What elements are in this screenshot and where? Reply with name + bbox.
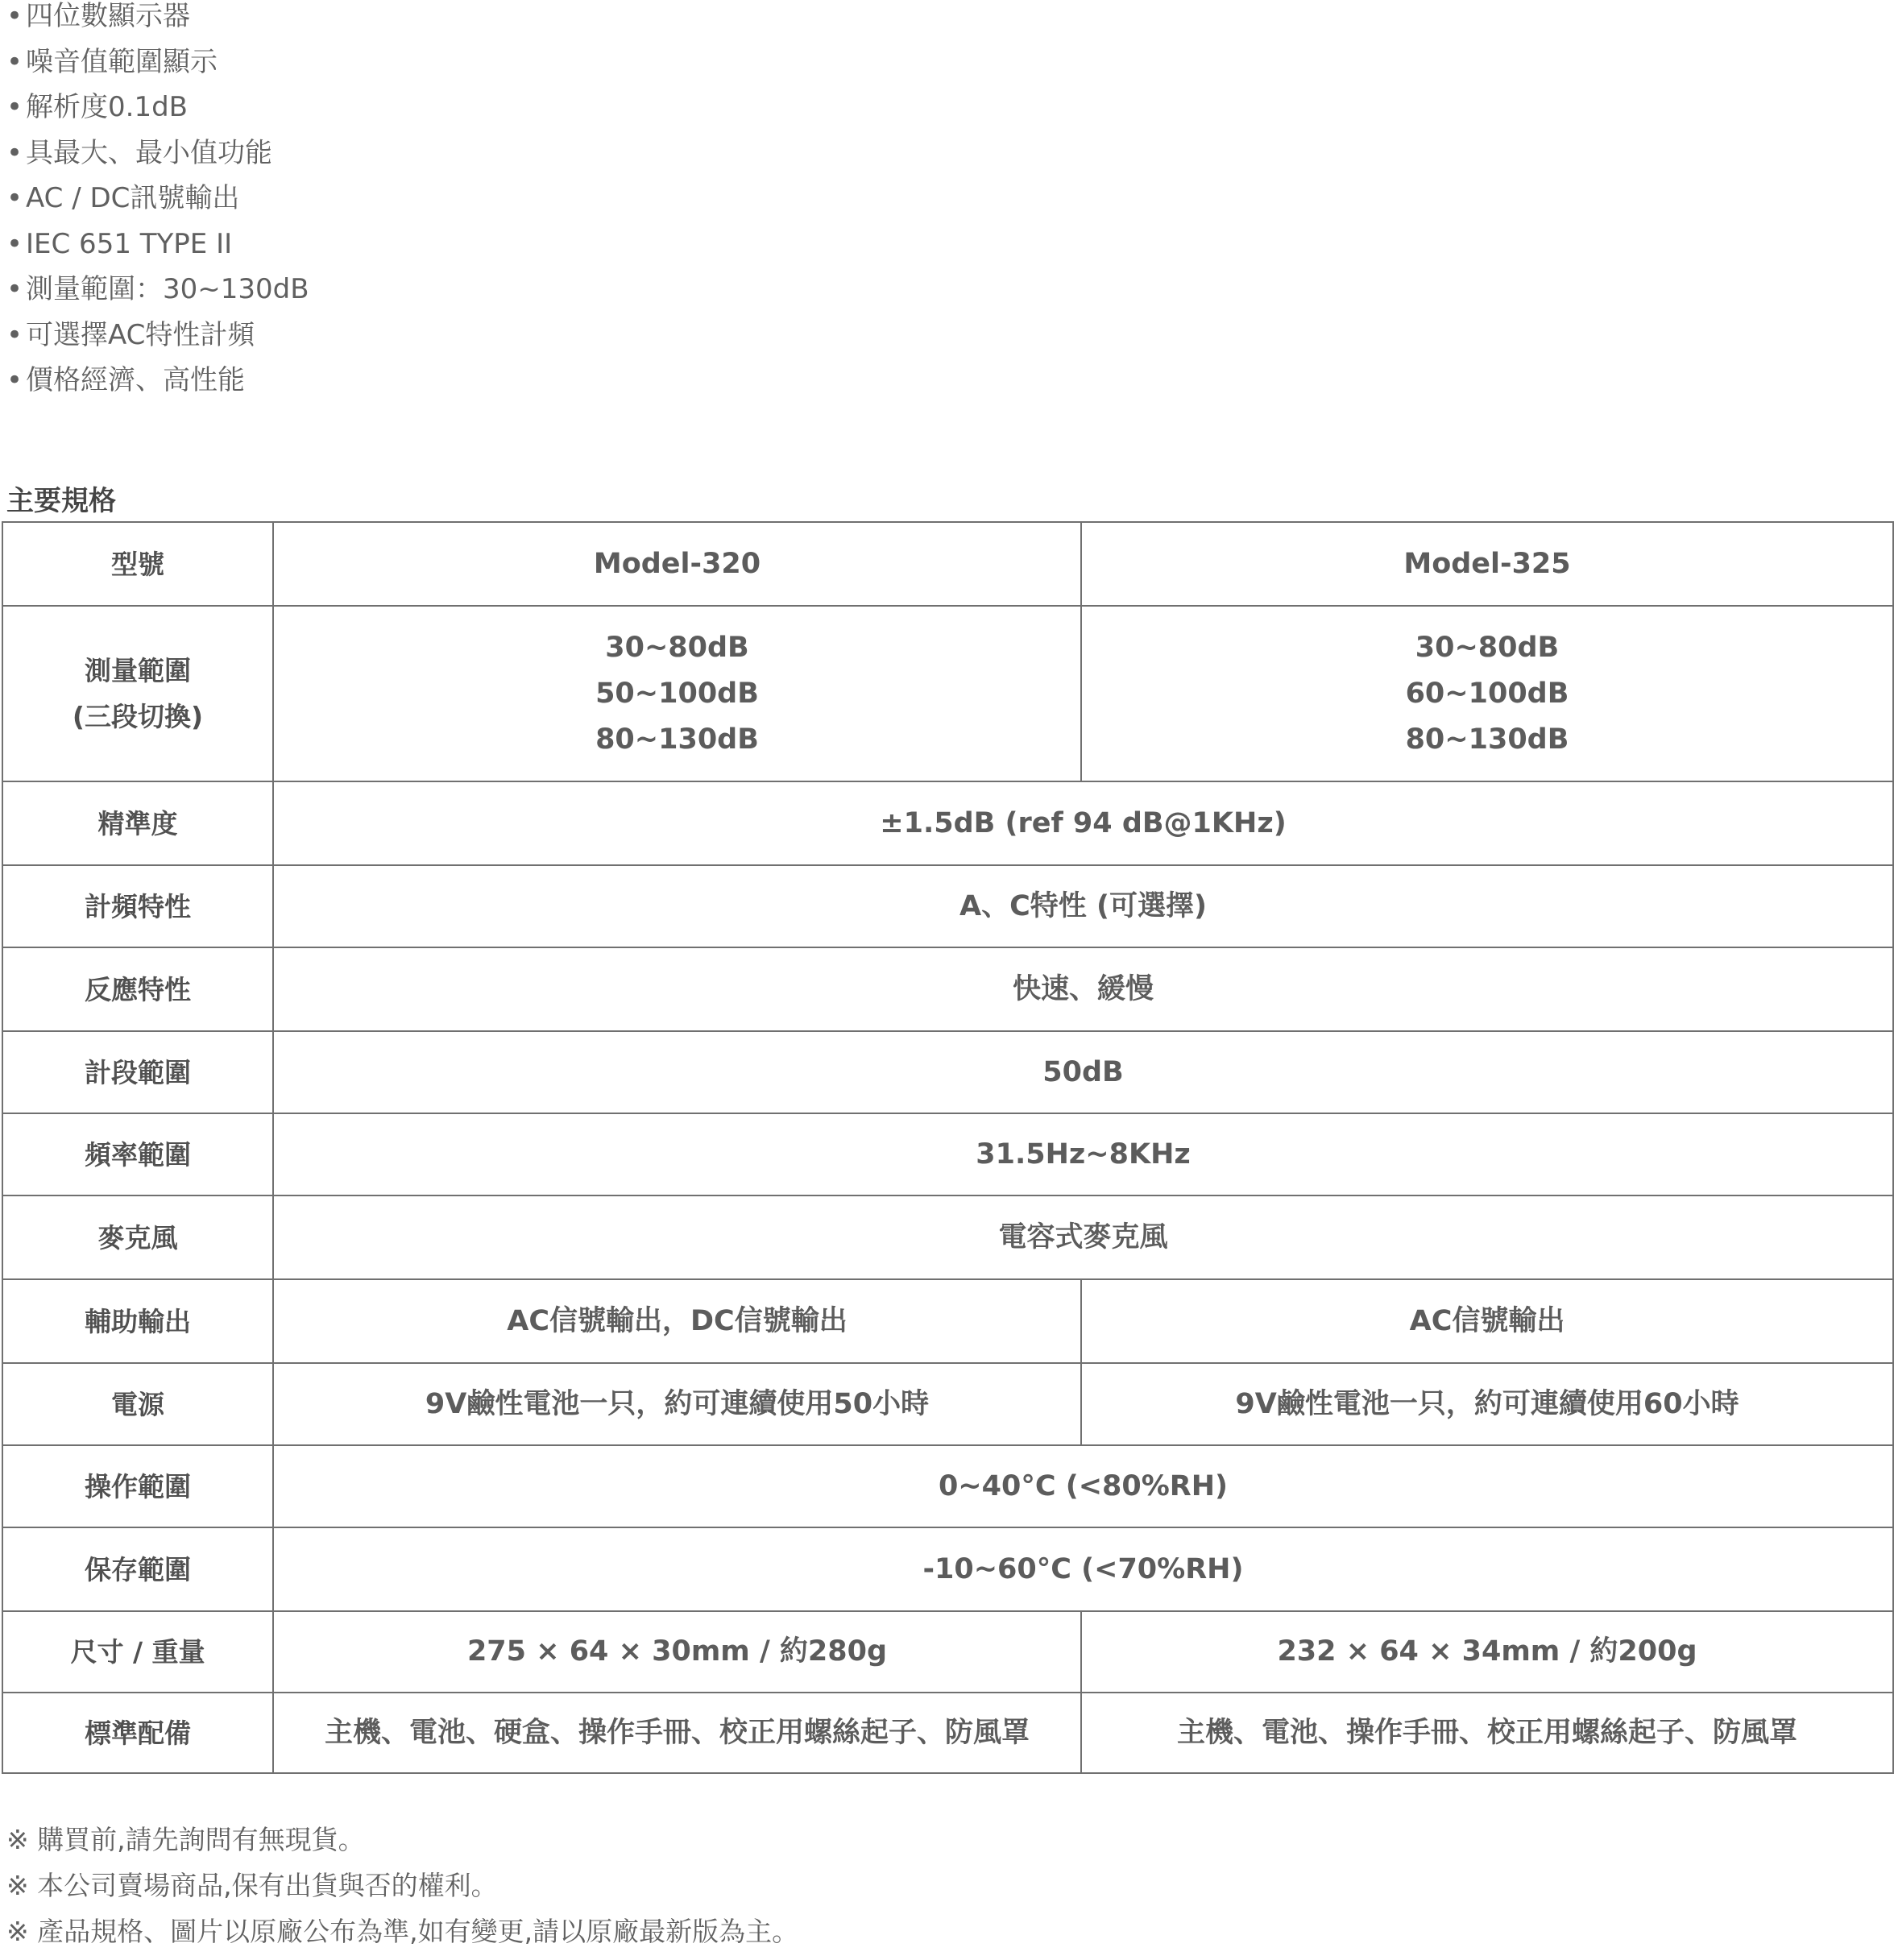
table-row-range: [2, 606, 1893, 781]
feature-item: [6, 364, 309, 410]
label-size-weight: 尺寸 / 重量: [2, 1611, 273, 1693]
feature-item: [6, 137, 309, 183]
accuracy-value: ±1.5dB (ref 94 dB@1KHz): [273, 781, 1893, 865]
feature-text: 具最大、最小值功能: [26, 136, 272, 169]
accessories-320: 主機、電池、硬盒、操作手冊、校正用螺絲起子、防風罩: [273, 1693, 1081, 1773]
feature-text: 價格經濟、高性能: [26, 364, 245, 396]
model-325-header: Model-325: [1081, 522, 1893, 606]
storage-value: -10~60°C (<70%RH): [273, 1527, 1893, 1611]
feature-item: [6, 91, 309, 137]
notes-list: [6, 1822, 798, 1960]
table-row-model: [2, 522, 1893, 606]
power-320: 9V鹼性電池一只，約可連續使用50小時: [273, 1363, 1081, 1445]
size-weight-325: 232 × 64 × 34mm / 約200g: [1081, 1611, 1893, 1693]
feature-text: IEC 651 TYPE II: [26, 227, 233, 260]
note-item: ※ 產品規格、圖片以原廠公布為準,如有變更,請以原廠最新版為主。: [6, 1916, 799, 1947]
table-row-accessories: [2, 1693, 1893, 1773]
table-row-accuracy: [2, 781, 1893, 865]
feature-list: [6, 0, 309, 410]
range-325: [1081, 606, 1893, 781]
feature-text: 測量範圍：30~130dB: [26, 273, 309, 305]
bullet-icon: •: [6, 136, 23, 169]
bullet-icon: •: [6, 91, 23, 123]
label-power: 電源: [2, 1363, 273, 1445]
range-320: [273, 606, 1081, 781]
note-item: ※ 購買前,請先詢問有無現貨。: [6, 1824, 365, 1855]
table-row-response: [2, 947, 1893, 1031]
bullet-icon: •: [6, 227, 23, 260]
operating-value: 0~40°C (<80%RH): [273, 1445, 1893, 1527]
accessories-325: 主機、電池、操作手冊、校正用螺絲起子、防風罩: [1081, 1693, 1893, 1773]
aux-output-320: AC信號輸出，DC信號輸出: [273, 1279, 1081, 1363]
section-title: 主要規格: [6, 485, 116, 517]
feature-item: [6, 319, 309, 365]
label-accessories: 標準配備: [2, 1693, 273, 1773]
bullet-icon: •: [6, 45, 23, 78]
label-frequency: 頻率範圍: [2, 1113, 273, 1195]
bullet-icon: •: [6, 273, 23, 305]
table-row-aux-output: [2, 1279, 1893, 1363]
label-range-line2: (三段切換): [72, 701, 204, 732]
feature-text: 可選擇AC特性計頻: [26, 318, 255, 351]
label-operating: 操作範圍: [2, 1445, 273, 1527]
range-325-value: 80~130dB: [1405, 723, 1569, 756]
feature-item: [6, 182, 309, 228]
range-325-value: 60~100dB: [1405, 677, 1569, 710]
bullet-icon: •: [6, 0, 23, 32]
range-320-value: 30~80dB: [605, 631, 749, 664]
label-range: [2, 606, 273, 781]
range-320-value: 50~100dB: [595, 677, 759, 710]
feature-text: AC / DC訊號輸出: [26, 182, 240, 214]
bullet-icon: •: [6, 364, 23, 396]
feature-text: 解析度0.1dB: [26, 91, 188, 123]
power-325: 9V鹼性電池一只，約可連續使用60小時: [1081, 1363, 1893, 1445]
table-row-step-range: [2, 1031, 1893, 1113]
range-325-value: 30~80dB: [1415, 631, 1560, 664]
table-row-power: [2, 1363, 1893, 1445]
note-item: ※ 本公司賣場商品,保有出貨與否的權利。: [6, 1870, 498, 1901]
label-storage: 保存範圍: [2, 1527, 273, 1611]
feature-item: [6, 0, 309, 46]
table-row-storage: [2, 1527, 1893, 1611]
aux-output-325: AC信號輸出: [1081, 1279, 1893, 1363]
table-row-operating: [2, 1445, 1893, 1527]
label-accuracy: 精準度: [2, 781, 273, 865]
range-320-value: 80~130dB: [595, 723, 759, 756]
feature-item: [6, 228, 309, 274]
bullet-icon: •: [6, 182, 23, 214]
feature-text: 四位數顯示器: [26, 0, 190, 32]
feature-text: 噪音值範圍顯示: [26, 45, 218, 78]
label-step-range: 計段範圍: [2, 1031, 273, 1113]
feature-item: [6, 273, 309, 319]
model-320-header: Model-320: [273, 522, 1081, 606]
label-aux-output: 輔助輸出: [2, 1279, 273, 1363]
table-row-weighting: [2, 865, 1893, 947]
frequency-value: 31.5Hz~8KHz: [273, 1113, 1893, 1195]
size-weight-320: 275 × 64 × 30mm / 約280g: [273, 1611, 1081, 1693]
spec-table: [2, 521, 1894, 1774]
table-row-frequency: [2, 1113, 1893, 1195]
label-response: 反應特性: [2, 947, 273, 1031]
label-range-line1: 測量範圍: [85, 655, 191, 686]
label-weighting: 計頻特性: [2, 865, 273, 947]
bullet-icon: •: [6, 318, 23, 351]
table-row-size-weight: [2, 1611, 1893, 1693]
weighting-value: A、C特性 (可選擇): [273, 865, 1893, 947]
label-microphone: 麥克風: [2, 1195, 273, 1279]
feature-item: [6, 46, 309, 92]
response-value: 快速、緩慢: [273, 947, 1893, 1031]
step-range-value: 50dB: [273, 1031, 1893, 1113]
table-row-microphone: [2, 1195, 1893, 1279]
microphone-value: 電容式麥克風: [273, 1195, 1893, 1279]
label-model: 型號: [2, 522, 273, 606]
